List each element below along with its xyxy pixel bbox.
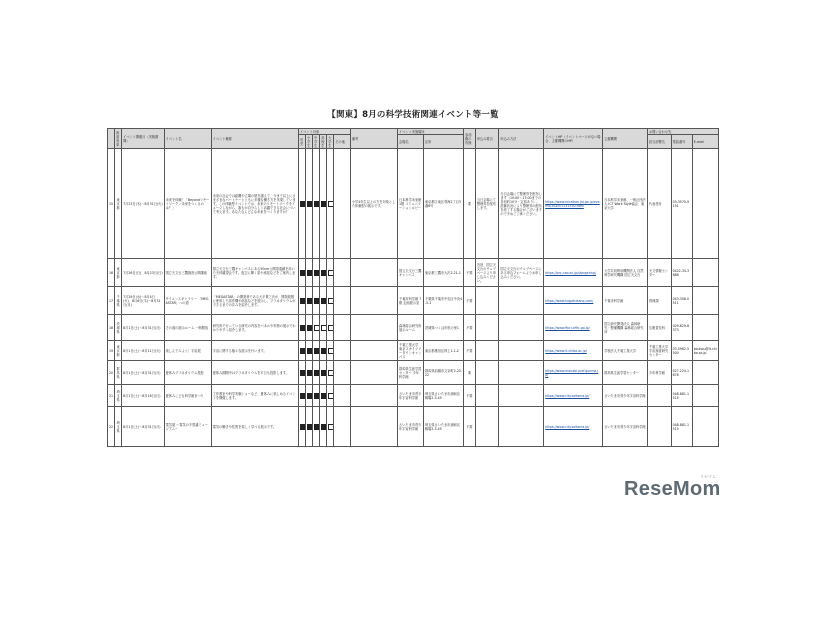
- header-col-junior: 中学生: [313, 135, 320, 149]
- checkbox-icon: [300, 270, 306, 276]
- cell-summary: 夏休み期間中はプラネタリウムを平日も投影します。: [211, 361, 298, 385]
- cell-name: 国立天文台三鷹施設公開講座: [164, 259, 211, 287]
- header-group-contact: お問い合わせ先: [648, 129, 719, 135]
- cell-mail: [692, 385, 718, 407]
- cell-addr: 埼玉県さいたま市浦和区駒場2-3-45: [423, 407, 463, 447]
- cell-check: [327, 315, 334, 341]
- cell-check: [320, 259, 327, 287]
- cell-org: 千葉市科学館: [603, 287, 648, 315]
- cell-check: [334, 407, 351, 447]
- checkbox-icon: [300, 298, 306, 304]
- header-col-summary: イベント概要: [211, 129, 298, 149]
- checkbox-icon: [328, 393, 334, 399]
- cell-name: その道の展示ルーム 一般開放: [164, 315, 211, 341]
- cell-org: 日本科学未来館、一般社団法人 ICT Work Style協会、東京大学: [603, 149, 648, 259]
- cell-check: [313, 149, 320, 259]
- cell-summary: 国立天文台三鷹キャンパスにある50cm公開望遠鏡を用いた天体観望会です。夜空に輝く星や惑星などをご案内します。: [211, 259, 298, 287]
- header-col-venue: 会場名: [398, 135, 424, 149]
- checkbox-icon: [321, 325, 327, 331]
- checkbox-icon: [314, 424, 320, 430]
- cell-check: [334, 361, 351, 385]
- cell-venue: さいたま市青少年宇宙科学館: [398, 407, 424, 447]
- cell-note: [350, 361, 397, 385]
- cell-dept: [648, 407, 672, 447]
- cell-addr: 茨城県つくば市松の里1: [423, 315, 463, 341]
- table-row: [108, 341, 719, 361]
- checkbox-icon: [328, 270, 334, 276]
- cell-check: [313, 407, 320, 447]
- cell-check: [299, 287, 306, 315]
- cell-check: [320, 361, 327, 385]
- cell-venue: 森林総合研究所 展示ルーム: [398, 315, 424, 341]
- cell-pref: 群馬県: [115, 361, 122, 385]
- header-col-date: イベント開催日（実施期間）: [122, 129, 164, 149]
- cell-no: 19: [108, 341, 115, 361]
- cell-check: [327, 407, 334, 447]
- checkbox-icon: [314, 298, 320, 304]
- cell-dept: [648, 385, 672, 407]
- table-row: [108, 315, 719, 341]
- cell-method-detail: 国立天文台のウェブページにある申込フォームよりお申し込みください。: [499, 259, 544, 287]
- checkbox-icon: [314, 393, 320, 399]
- cell-check: [306, 287, 313, 315]
- cell-date: 7月26日(日)、8月23日(日): [122, 259, 164, 287]
- cell-no: 22: [108, 407, 115, 447]
- cell-pref: 埼玉県: [115, 385, 122, 407]
- cell-pref: 埼玉県: [115, 407, 122, 447]
- checkbox-icon: [307, 348, 313, 354]
- cell-dept: 代表受付: [648, 149, 672, 259]
- cell-pref: 東京都: [115, 259, 122, 287]
- checkbox-icon: [328, 201, 334, 207]
- table-row: [108, 407, 719, 447]
- cell-method: [475, 361, 499, 385]
- cell-url-link[interactable]: https://www.miraikan.jst.go.jp/events/202007231530.html: [544, 149, 603, 259]
- cell-url-link[interactable]: https://www.manabi.pref.gunma.jp/: [544, 361, 603, 385]
- cell-no: 15: [108, 149, 115, 259]
- header-col-dept: 担当部署名: [648, 135, 672, 149]
- header-group-event: イベント実施場所: [398, 129, 464, 135]
- cell-mail: [692, 259, 718, 287]
- cell-no: 21: [108, 385, 115, 407]
- cell-date: 8月1日(土)～8月11日(火): [122, 341, 164, 361]
- cell-check: [313, 259, 320, 287]
- cell-mail: [692, 361, 718, 385]
- cell-method: [475, 407, 499, 447]
- cell-mail: [692, 287, 718, 315]
- cell-addr: 東京都三鷹市大沢2-21-1: [423, 259, 463, 287]
- cell-method-detail: [499, 361, 544, 385]
- cell-note: [350, 385, 397, 407]
- cell-org: 群馬県生涯学習センター: [603, 361, 648, 385]
- cell-check: [313, 341, 320, 361]
- cell-mail: [692, 149, 718, 259]
- cell-url-link[interactable]: https://www.kagakukanq.com/: [544, 287, 603, 315]
- cell-check: [327, 385, 334, 407]
- cell-date: 8月1日(土)～8月31日(月): [122, 361, 164, 385]
- checkbox-icon: [321, 424, 327, 430]
- cell-tel: 043-308-0511: [671, 287, 692, 315]
- cell-tel: 027-224-1878: [671, 361, 692, 385]
- cell-date: 7月23日(木)～8月31日(火): [122, 149, 164, 259]
- cell-check: [299, 385, 306, 407]
- cell-method: [475, 287, 499, 315]
- cell-check: [327, 341, 334, 361]
- cell-note: [350, 341, 397, 361]
- cell-method: [475, 341, 499, 361]
- event-table-sheet: [107, 128, 719, 486]
- table-row: [108, 287, 719, 315]
- cell-summary: 電気の働きや性質を楽しく学べる展示です。: [211, 407, 298, 447]
- cell-pref: 千葉県: [115, 287, 122, 315]
- cell-check: [334, 315, 351, 341]
- cell-dept: 少年科学館: [648, 361, 672, 385]
- cell-mail: kouhou@it-chiba.ac.jp: [692, 341, 718, 361]
- cell-tel: 03-5962-5500: [671, 341, 692, 361]
- header-col-url: イベントHP（イベントページがない場合、主催機関のHP）: [544, 129, 603, 149]
- cell-method: 当日会場にて整理券を配布します。: [475, 149, 499, 259]
- cell-check: [306, 149, 313, 259]
- cell-date: 8月1日(土)～8月31日(月): [122, 407, 164, 447]
- header-col-org: 主催機関: [603, 129, 648, 149]
- cell-check: [306, 361, 313, 385]
- cell-method-detail: [499, 341, 544, 361]
- page-title: 【関東】8月の科学技術関連イベント等一覧: [327, 110, 499, 120]
- cell-fee: 不要: [464, 407, 476, 447]
- header-col-apply: 申込み要否: [475, 129, 499, 149]
- cell-note: [350, 407, 397, 447]
- header-col-infant: 幼児: [299, 135, 306, 149]
- checkbox-icon: [321, 348, 327, 354]
- cell-tel: 048-881-1515: [671, 385, 692, 407]
- cell-mail: [692, 315, 718, 341]
- checkbox-icon: [307, 370, 313, 376]
- cell-venue: さいたま市青少年宇宙科学館: [398, 385, 424, 407]
- cell-note: 小学4年生以上の方を対象とした体験型の展示です。: [350, 149, 397, 259]
- checkbox-icon: [307, 393, 313, 399]
- cell-check: [334, 287, 351, 315]
- cell-no: 20: [108, 361, 115, 385]
- cell-tel: 03-3570-9151: [671, 149, 692, 259]
- checkbox-icon: [314, 325, 320, 331]
- checkbox-icon: [300, 348, 306, 354]
- header-col-elementary: 小学生: [306, 135, 313, 149]
- cell-name: 未来を体験！「Beyondリモートワーク／未来をつくるのは？」: [164, 149, 211, 259]
- cell-check: [313, 315, 320, 341]
- cell-check: [334, 385, 351, 407]
- checkbox-icon: [307, 201, 313, 207]
- cell-method: [475, 315, 499, 341]
- event-table: [107, 128, 719, 447]
- cell-check: [313, 361, 320, 385]
- cell-note: [350, 287, 397, 315]
- cell-mail: [692, 407, 718, 447]
- cell-check: [334, 259, 351, 287]
- cell-method-detail: [499, 315, 544, 341]
- cell-check: [327, 361, 334, 385]
- event-rows: [108, 149, 719, 447]
- cell-url-link[interactable]: https://www.it-chiba.ac.jp/: [544, 341, 603, 361]
- header-col-other: その他: [334, 135, 351, 149]
- cell-fee: 不要: [464, 341, 476, 361]
- cell-name: サイエンスギャラリー 「MEGASTAR」への道: [164, 287, 211, 315]
- cell-check: [313, 385, 320, 407]
- cell-check: [306, 341, 313, 361]
- header-col-pref: 都道府県: [115, 129, 122, 149]
- checkbox-icon: [328, 370, 334, 376]
- cell-fee: 不要: [464, 385, 476, 407]
- cell-org: 国立研究開発法人 森林研究・整備機構 森林総合研究所: [603, 315, 648, 341]
- cell-addr: 千葉県千葉市中央区中央4-5-1: [423, 287, 463, 315]
- cell-addr: 東京都墨田区押上1-1-2: [423, 341, 463, 361]
- cell-tel: 029-829-8373: [671, 315, 692, 341]
- cell-org: さいたま市青少年宇宙科学館: [603, 407, 648, 447]
- cell-date: 8月1日(土)～8月31日(月): [122, 315, 164, 341]
- cell-venue: 国立天文台三鷹キャンパス: [398, 259, 424, 287]
- cell-method-detail: 当日会場にて整理券を配布します（10:00～17:00までの各回約10分・定員あり）。混雑状況により整理券の配布を終了する場合がございますので予めご了承ください。: [499, 149, 544, 259]
- cell-no: 18: [108, 315, 115, 341]
- cell-pref: 茨城県: [115, 315, 122, 341]
- cell-check: [320, 315, 327, 341]
- cell-dept: 天文情報センター: [648, 259, 672, 287]
- header-no: [108, 129, 115, 149]
- cell-note: [350, 315, 397, 341]
- cell-addr: 群馬県前橋市文京町2-20-22: [423, 361, 463, 385]
- cell-check: [299, 341, 306, 361]
- cell-check: [334, 149, 351, 259]
- table-row: [108, 259, 719, 287]
- checkbox-icon: [307, 298, 313, 304]
- cell-check: [299, 361, 306, 385]
- checkbox-icon: [300, 370, 306, 376]
- cell-method: 各回、国立天文台のウェブページより申し込みください。: [475, 259, 499, 287]
- cell-fee: 不要: [464, 287, 476, 315]
- cell-addr: 埼玉県さいたま市浦和区駒場2-3-45: [423, 385, 463, 407]
- cell-org: 大学共同利用機関法人 自然科学研究機構 国立天文台: [603, 259, 648, 287]
- cell-org: さいたま市青少年宇宙科学館: [603, 385, 648, 407]
- checkbox-icon: [300, 201, 306, 207]
- resemom-logo-kana: リセマム: [700, 474, 716, 479]
- checkbox-icon: [321, 270, 327, 276]
- cell-summary: 工作教室や科学実験ショーなど、夏休みに楽しめるイベントを開催します。: [211, 385, 298, 407]
- header-col-university: 大学生: [327, 135, 334, 149]
- cell-check: [320, 287, 327, 315]
- cell-check: [320, 407, 327, 447]
- cell-check: [320, 341, 327, 361]
- cell-check: [299, 149, 306, 259]
- cell-name: 夏休みこども科学館まつり: [164, 385, 211, 407]
- cell-fee: 要: [464, 361, 476, 385]
- cell-summary: 研究所で行っている研究の内容をパネルや実物の展示でわかりやすく紹介します。: [211, 315, 298, 341]
- cell-dept: 千葉工業大学 宇宙探査研究センター: [648, 341, 672, 361]
- header-group-target: イベント対象: [299, 129, 351, 135]
- cell-method-detail: [499, 385, 544, 407]
- cell-venue: 日本科学未来館 1階 コミュニケーションロビー: [398, 149, 424, 259]
- checkbox-icon: [328, 325, 334, 331]
- cell-pref: 東京都: [115, 149, 122, 259]
- checkbox-icon: [300, 393, 306, 399]
- checkbox-icon: [321, 370, 327, 376]
- checkbox-icon: [314, 348, 320, 354]
- cell-check: [320, 149, 327, 259]
- header-col-method: 申込み方法: [499, 129, 544, 149]
- cell-dept: 管理課: [648, 287, 672, 315]
- cell-check: [327, 287, 334, 315]
- checkbox-icon: [321, 201, 327, 207]
- cell-url-link[interactable]: https://prc.nao.ac.jp/stargazing/: [544, 259, 603, 287]
- checkbox-icon: [307, 270, 313, 276]
- cell-check: [299, 259, 306, 287]
- checkbox-icon: [321, 393, 327, 399]
- cell-check: [299, 407, 306, 447]
- cell-venue: 千葉工業大学 東京スカイツリータウンキャンパス: [398, 341, 424, 361]
- table-row: [108, 385, 719, 407]
- cell-method-detail: [499, 407, 544, 447]
- cell-method: [475, 385, 499, 407]
- cell-fee: 不要: [464, 315, 476, 341]
- checkbox-icon: [321, 298, 327, 304]
- cell-check: [320, 385, 327, 407]
- checkbox-icon: [328, 348, 334, 354]
- cell-no: 17: [108, 287, 115, 315]
- cell-url-link[interactable]: https://www.ffpri.affrc.go.jp/: [544, 315, 603, 341]
- cell-venue: 群馬県生涯学習センター 少年科学館: [398, 361, 424, 385]
- cell-no: 16: [108, 259, 115, 287]
- header-col-tel: 電話番号: [671, 135, 692, 149]
- cell-pref: 東京都: [115, 341, 122, 361]
- cell-check: [313, 287, 320, 315]
- cell-check: [306, 315, 313, 341]
- cell-check: [327, 149, 334, 259]
- cell-fee: 要: [464, 149, 476, 259]
- header-col-note: 備考: [350, 129, 397, 149]
- cell-tel: 048-881-1515: [671, 407, 692, 447]
- cell-tel: 0422-34-3688: [671, 259, 692, 287]
- header-col-fee: 参加費の有無: [464, 129, 476, 149]
- cell-venue: 千葉市科学館 7階 企画展示室: [398, 287, 424, 315]
- header-col-high: 高校生: [320, 135, 327, 149]
- table-row: [108, 149, 719, 259]
- cell-fee: 不要: [464, 259, 476, 287]
- header-col-addr: 住所: [423, 135, 463, 149]
- cell-check: [327, 259, 334, 287]
- cell-summary: 宇宙に関する様々な展示を行います。: [211, 341, 298, 361]
- cell-summary: 「MEGASTAR」の開発者である大平貴之氏が、開発段階に使用した試作機や部品などを展示し、プラネタリウムができるまでの歩みを紹介します。: [211, 287, 298, 315]
- cell-name: 楽しんでみよう！宇宙展: [164, 341, 211, 361]
- cell-summary: 未来の社会では距離や立場の壁を越えて、今まで以上にさまざまなパートナーとともに多様な働き方を実現しています。この体験型イベントでは、未来のリモートワークをイメージしながら、誰もが自分らしく活躍できる社会について考えます。あなたならどんな未来をつくりますか？: [211, 149, 298, 259]
- cell-check: [306, 407, 313, 447]
- cell-method-detail: [499, 287, 544, 315]
- cell-dept: 広報普及科: [648, 315, 672, 341]
- cell-url-link[interactable]: https://www.city.saitama.jp/: [544, 385, 603, 407]
- cell-url-link[interactable]: https://www.city.saitama.jp/: [544, 407, 603, 447]
- header-col-name: イベント名: [164, 129, 211, 149]
- checkbox-icon: [328, 424, 334, 430]
- resemom-logo: ReseMom: [624, 478, 721, 500]
- cell-org: 学校法人千葉工業大学: [603, 341, 648, 361]
- cell-name: 夏休みプラネタリウム投影: [164, 361, 211, 385]
- cell-note: [350, 259, 397, 287]
- checkbox-icon: [314, 201, 320, 207]
- cell-date: 7月29日(水)～8月4日(火)、8月6日(木)～8月31日(月): [122, 287, 164, 315]
- checkbox-icon: [300, 424, 306, 430]
- cell-check: [306, 385, 313, 407]
- cell-check: [299, 315, 306, 341]
- checkbox-icon: [300, 325, 306, 331]
- header-col-mail: E-mail: [692, 135, 718, 149]
- checkbox-icon: [314, 270, 320, 276]
- cell-name: 電気展 ～電気の不思議ミュージアム～: [164, 407, 211, 447]
- checkbox-icon: [307, 325, 313, 331]
- cell-date: 8月1日(土)～8月16日(日): [122, 385, 164, 407]
- cell-addr: 東京都江東区青海2丁目3番6号: [423, 149, 463, 259]
- table-row: [108, 361, 719, 385]
- checkbox-icon: [328, 298, 334, 304]
- cell-check: [334, 341, 351, 361]
- cell-check: [306, 259, 313, 287]
- checkbox-icon: [307, 424, 313, 430]
- checkbox-icon: [314, 370, 320, 376]
